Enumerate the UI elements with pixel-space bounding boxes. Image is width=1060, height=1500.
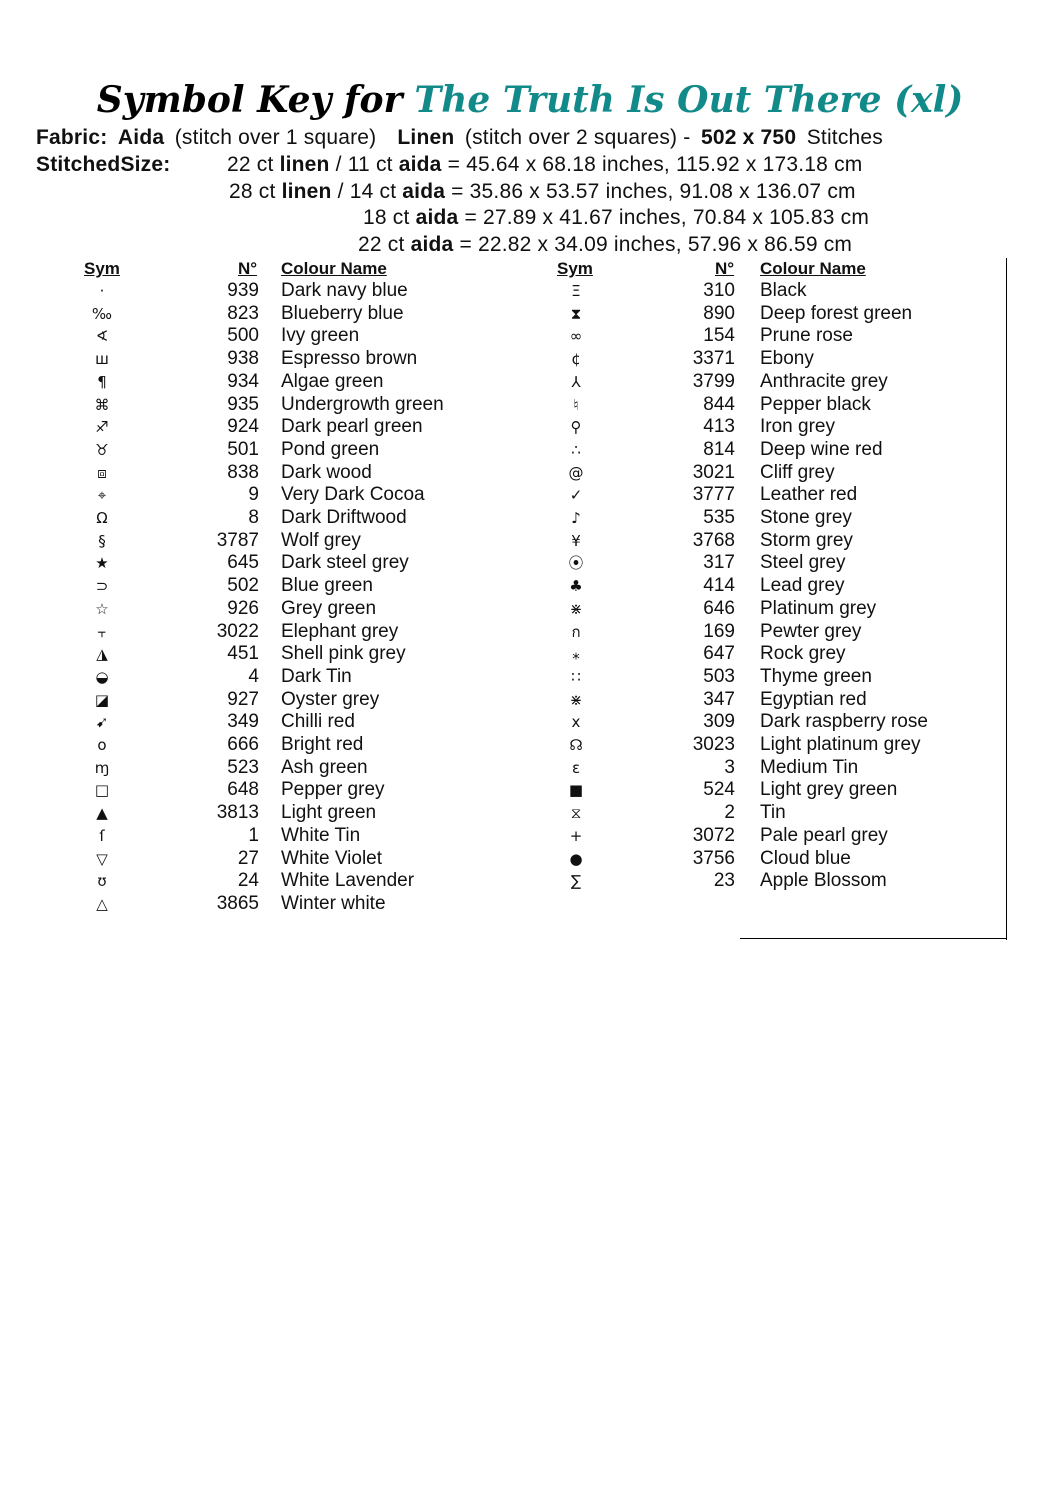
colour-name: White Tin [281,824,361,846]
table-bottom-border [740,938,1007,939]
symbol-row [81,825,501,848]
header-colour-name: Colour Name [281,259,387,278]
floss-number: 3022 [216,620,259,642]
symbol-row [81,371,501,394]
colour-name: Dark Driftwood [281,507,407,528]
floss-number: 309 [703,711,735,733]
colour-name: Pepper grey [281,779,385,801]
symbol-row [81,552,501,575]
page-title [0,78,1060,122]
stitch-word: Stitches [806,126,884,149]
floss-number: 3865 [216,892,259,914]
floss-number: 3768 [692,529,735,551]
colour-name: White Violet [281,847,383,869]
fabric-aida-note: (stitch over 1 square) [174,126,377,149]
floss-number: 3813 [216,802,259,824]
stitch-symbol: ⋇ [569,599,583,618]
size-line-4: 22 ct aida = 22.82 x 34.09 inches, 57.96 x 86.59 cm [358,233,853,256]
colour-name: Light green [281,802,377,824]
stitch-symbol: ∢ [95,327,109,346]
stitch-symbol: o [97,736,107,754]
symbol-row [555,711,975,734]
colour-name: Storm grey [760,529,853,551]
symbol-row [555,348,975,371]
symbol-row [81,666,501,689]
stitch-symbol: ∷ [571,667,581,686]
colour-name: Dark wood [281,461,372,483]
colour-name: Very Dark Cocoa [281,484,425,506]
stitch-symbol: ◮ [96,645,108,664]
stitch-symbol: ш [95,350,109,369]
colour-name: Dark pearl green [281,416,423,438]
colour-name: Dark raspberry rose [760,711,928,733]
stitch-symbol: ∞ [569,327,583,346]
floss-number: 647 [703,643,735,665]
colour-name: Undergrowth green [281,393,444,415]
symbol-row [81,462,501,485]
colour-name: Apple Blossom [760,870,887,892]
colour-name: Deep forest green [760,302,913,324]
header-sym: Sym [557,259,593,278]
colour-name: Cloud blue [760,847,851,869]
stitch-symbol: · [99,282,105,300]
symbol-row [81,484,501,507]
symbol-row [555,666,975,689]
size-line-1: 22 ct linen / 11 ct aida = 45.64 x 68.18 inches, 115.92 x 173.18 cm [227,153,863,176]
floss-number: 3787 [216,529,259,551]
colour-name: Lead grey [760,575,845,597]
header-number: N° [238,259,258,278]
stitched-size-label: StitchedSize: [36,153,171,176]
floss-number: 535 [703,507,735,528]
colour-name: Deep wine red [760,438,883,460]
colour-name: Espresso brown [281,348,418,370]
colour-name: Dark steel grey [281,552,409,574]
floss-number: 1 [248,824,259,846]
stitch-symbol: ⧖ [570,804,582,823]
symbol-row [81,394,501,417]
floss-number: 310 [703,280,735,301]
symbol-row [555,416,975,439]
colour-name: Iron grey [760,416,835,438]
colour-name: Rock grey [760,643,846,665]
floss-number: 169 [703,620,735,642]
symbol-row [555,507,975,530]
floss-number: 939 [227,280,259,301]
stitch-symbol: Ω [96,509,108,527]
floss-number: 648 [227,779,259,801]
stitch-symbol: ▲ [96,804,108,823]
pattern-name: The Truth Is Out There (xl) [414,79,964,121]
colour-name: Chilli red [281,711,355,733]
floss-number: 349 [227,711,259,733]
stitch-symbol: △ [96,894,108,913]
symbol-row [555,643,975,666]
stitch-symbol: ♪ [571,509,581,527]
colour-name: Platinum grey [760,597,877,619]
floss-number: 502 [227,575,259,597]
floss-number: 844 [703,393,735,415]
floss-number: 924 [227,416,259,438]
colour-name: Light platinum grey [760,734,921,755]
stitch-symbol: □ [94,781,110,800]
floss-number: 890 [703,302,735,324]
stitch-symbol: ♮ [573,395,579,414]
floss-number: 3371 [692,348,735,370]
stitch-symbol: ⌘ [94,395,110,414]
stitch-symbol: ■ [568,781,584,800]
stitch-symbol: ⚲ [570,418,582,437]
floss-number: 935 [227,393,259,415]
colour-name: Shell pink grey [281,643,406,665]
floss-number: 646 [703,597,735,619]
floss-number: 24 [237,870,259,892]
symbol-row [555,439,975,462]
symbol-row [81,848,501,871]
stitch-symbol: ◪ [94,690,110,709]
symbol-row [81,507,501,530]
floss-number: 934 [227,370,259,392]
floss-number: 451 [227,643,259,665]
size-line-2: 28 ct linen / 14 ct aida = 35.86 x 53.57 inches, 91.08 x 136.07 cm [229,180,856,203]
fabric-aida: Aida [117,126,165,149]
symbol-row [81,893,501,916]
stitch-symbol: ⅄ [571,372,581,391]
stitch-symbol: ɱ [94,758,110,777]
floss-number: 9 [248,484,259,506]
floss-number: 3756 [692,847,735,869]
stitch-symbol: ✓ [569,486,583,505]
stitch-symbol: ∴ [571,440,581,459]
stitch-symbol: ➹ [95,713,109,732]
floss-number: 3 [724,756,735,778]
floss-number: 524 [703,779,735,801]
symbol-row [81,598,501,621]
stitch-symbol: ⊃ [95,577,109,596]
floss-number: 501 [227,438,259,460]
floss-number: 8 [248,507,259,528]
colour-name: Prune rose [760,325,853,347]
floss-number: 154 [703,325,735,347]
symbol-row [555,598,975,621]
symbol-row [81,870,501,893]
title-prefix: Symbol Key for [96,79,403,121]
stitch-symbol: + [569,826,583,845]
colour-name: Egyptian red [760,688,867,710]
colour-name: Steel grey [760,552,846,574]
symbol-row [555,484,975,507]
stitch-symbol: ▽ [96,849,108,868]
stitch-symbol: ¶ [97,372,107,391]
colour-name: Blue green [281,575,373,597]
symbol-row [555,325,975,348]
colour-name: Anthracite grey [760,370,888,392]
floss-number: 3072 [692,824,735,846]
stitch-symbol: ★ [95,554,109,573]
stitch-symbol: ⋇ [569,690,583,709]
symbol-row [555,757,975,780]
colour-name: Bright red [281,734,364,755]
stitch-symbol: x [571,713,581,732]
symbol-row [81,280,501,303]
colour-name: Blueberry blue [281,302,404,324]
floss-number: 938 [227,348,259,370]
stitch-symbol: ● [569,849,583,868]
stitch-symbol: ⌖ [97,486,107,505]
colour-name: Elephant grey [281,620,399,642]
symbol-row [555,848,975,871]
stitch-symbol: ε [571,758,581,777]
stitch-symbol: ⧗ [570,304,582,323]
symbol-row [81,757,501,780]
floss-number: 23 [713,870,735,892]
table-right-border [1006,258,1007,940]
colour-name: Medium Tin [760,756,859,778]
size-line-3: 18 ct aida = 27.89 x 41.67 inches, 70.84 x 105.83 cm [363,206,870,229]
stitch-symbol: ◒ [95,667,109,686]
symbol-row [81,643,501,666]
floss-number: 413 [703,416,735,438]
fabric-line [36,125,883,151]
symbol-row [555,779,975,802]
fabric-linen: Linen [397,126,455,149]
colour-name: Grey green [281,597,377,619]
fabric-label: Fabric: [36,126,108,149]
header-number: N° [715,259,735,278]
stitch-symbol: ſ [99,826,105,845]
floss-number: 500 [227,325,259,347]
stitch-symbol: ‰ [91,304,113,323]
stitch-symbol: ☊ [569,736,583,754]
symbol-row [81,621,501,644]
colour-name: Oyster grey [281,688,380,710]
floss-number: 838 [227,461,259,483]
symbol-row [555,870,975,893]
symbol-row [555,621,975,644]
floss-number: 27 [237,847,259,869]
floss-number: 414 [703,575,735,597]
stitch-symbol: ☆ [95,599,109,618]
symbol-row [555,825,975,848]
fabric-linen-note: (stitch over 2 squares) - [464,126,691,149]
stitch-symbol: ♣ [569,577,583,596]
floss-number: 4 [248,665,259,687]
header-colour-name: Colour Name [760,259,866,278]
symbol-row [555,552,975,575]
symbol-row [555,462,975,485]
header-sym: Sym [84,259,120,278]
symbol-row [81,303,501,326]
colour-name: Pale pearl grey [760,824,888,846]
floss-number: 3799 [692,370,735,392]
floss-number: 666 [227,734,259,755]
stitch-symbol: ⫟ [97,622,107,641]
symbol-row [555,303,975,326]
colour-name: Dark Tin [281,665,352,687]
symbol-row [555,575,975,598]
floss-number: 2 [724,802,735,824]
colour-name: Pewter grey [760,620,862,642]
stitch-symbol: ⧈ [97,463,107,482]
floss-number: 503 [703,665,735,687]
symbol-row [81,530,501,553]
stitch-symbol: ¥ [571,531,581,550]
colour-name: Pepper black [760,393,871,415]
symbol-row [81,416,501,439]
floss-number: 317 [703,552,735,574]
stitch-symbol: § [98,531,106,550]
symbol-row [81,348,501,371]
symbol-row [81,439,501,462]
colour-name: Leather red [760,484,858,506]
stitch-symbol: ¢ [571,350,581,369]
colour-name: Wolf grey [281,529,361,551]
colour-name: Pond green [281,438,380,460]
stitch-symbol: ♐ [95,418,109,437]
symbol-row [555,371,975,394]
colour-name: Light grey green [760,779,898,801]
colour-name: Ebony [760,348,814,370]
symbol-row [555,802,975,825]
colour-name: Ivy green [281,325,360,347]
stitch-symbol: ∑ [570,872,582,891]
floss-number: 927 [227,688,259,710]
floss-number: 3023 [692,734,735,755]
colour-name: Tin [760,802,786,824]
stitch-symbol: ʊ [97,872,107,891]
colour-name: Black [760,280,807,301]
colour-name: Dark navy blue [281,280,408,301]
symbol-row [81,802,501,825]
symbol-row [81,689,501,712]
floss-number: 823 [227,302,259,324]
stitch-symbol: ก [571,622,581,641]
floss-number: 523 [227,756,259,778]
symbol-row [81,734,501,757]
symbol-row [81,325,501,348]
floss-number: 3021 [692,461,735,483]
symbol-row [81,575,501,598]
stitch-count: 502 x 750 [700,126,797,149]
colour-name: Cliff grey [760,461,835,483]
stitch-symbol: Ξ [571,282,581,300]
floss-number: 645 [227,552,259,574]
symbol-row [555,530,975,553]
symbol-row [81,779,501,802]
colour-name: Stone grey [760,507,852,528]
symbol-row [555,689,975,712]
symbol-row [555,734,975,757]
stitch-symbol: ⦿ [568,554,584,573]
floss-number: 3777 [692,484,735,506]
stitch-symbol: ♉ [95,440,109,459]
symbol-row [555,280,975,303]
symbol-row [81,711,501,734]
floss-number: 347 [703,688,735,710]
colour-name: Algae green [281,370,384,392]
colour-name: Thyme green [760,665,872,687]
symbol-row [555,394,975,417]
colour-name: Ash green [281,756,368,778]
floss-number: 814 [703,438,735,460]
floss-number: 926 [227,597,259,619]
colour-name: White Lavender [281,870,415,892]
colour-name: Winter white [281,892,386,914]
stitch-symbol: @ [568,463,584,482]
stitch-symbol: ⁎ [572,645,580,664]
